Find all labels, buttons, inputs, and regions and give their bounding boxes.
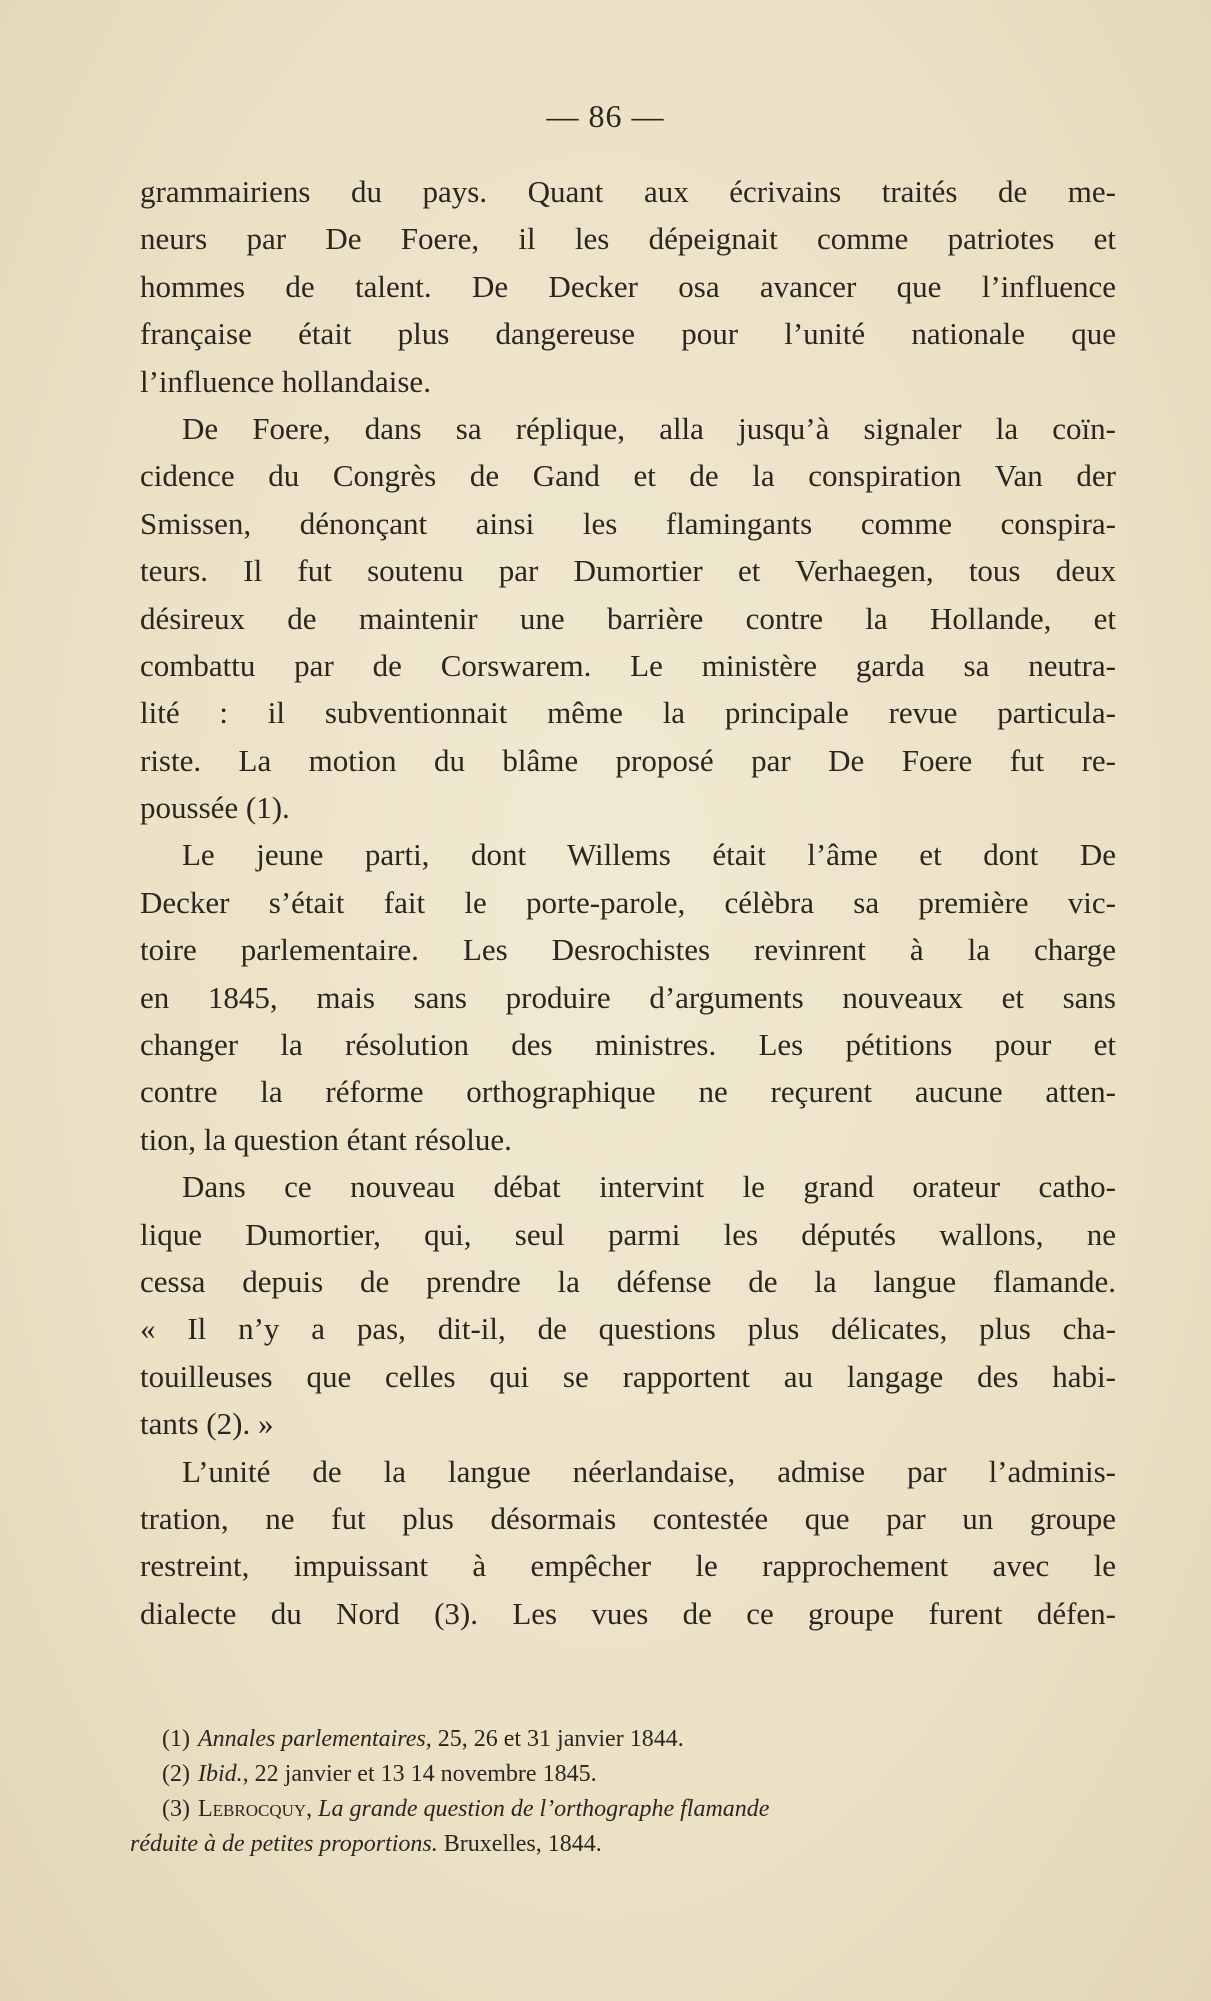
text-line: lité : il subventionnait même la principale revue particula- bbox=[140, 695, 1116, 731]
text-line: De Foere, dans sa réplique, alla jusqu’à signaler la coïn- bbox=[182, 410, 1116, 446]
footnote-2-number: (2) bbox=[162, 1761, 190, 1787]
footnote-3-number: (3) bbox=[162, 1796, 190, 1822]
footnote-3-title-part2: réduite à de petites proportions. bbox=[130, 1831, 438, 1857]
text-line: toire parlementaire. Les Desrochistes revinrent à la charge bbox=[140, 932, 1116, 968]
text-line: tion, la question étant résolue. bbox=[140, 1121, 512, 1157]
text-line: dialecte du Nord (3). Les vues de ce groupe furent défen- bbox=[140, 1595, 1116, 1631]
footnote-1-number: (1) bbox=[162, 1726, 190, 1752]
text-line: touilleuses que celles qui se rapportent au langage des habi- bbox=[140, 1358, 1116, 1394]
text-line: lique Dumortier, qui, seul parmi les députés wallons, ne bbox=[140, 1216, 1116, 1252]
text-line: Decker s’était fait le porte-parole, célèbra sa première vic- bbox=[140, 884, 1116, 920]
text-line: désireux de maintenir une barrière contre la Hollande, et bbox=[140, 600, 1116, 636]
footnote-2-title: Ibid., bbox=[197, 1761, 249, 1787]
page-number: — 86 — bbox=[546, 98, 665, 134]
text-line: Le jeune parti, dont Willems était l’âme et dont De bbox=[182, 837, 1116, 873]
text-line: tants (2). » bbox=[140, 1406, 274, 1442]
text-line: cessa depuis de prendre la défense de la langue flamande. bbox=[140, 1263, 1116, 1299]
footnote-2 bbox=[130, 1757, 1116, 1792]
text-line: « Il n’y a pas, dit-il, de questions plus délicates, plus cha- bbox=[140, 1311, 1116, 1347]
text-line: Dans ce nouveau débat intervint le grand orateur catho- bbox=[182, 1169, 1116, 1205]
footnotes bbox=[130, 1722, 1116, 1862]
text-line: hommes de talent. De Decker osa avancer que l’influence bbox=[140, 268, 1116, 304]
text-line: combattu par de Corswarem. Le ministère garda sa neutra- bbox=[140, 647, 1116, 683]
text-line: L’unité de la langue néerlandaise, admise par l’adminis- bbox=[182, 1453, 1116, 1489]
footnote-3-author: Lebrocquy, bbox=[197, 1796, 313, 1822]
text-line: grammairiens du pays. Quant aux écrivains traités de me- bbox=[140, 174, 1116, 209]
text-line: l’influence hollandaise. bbox=[140, 363, 431, 399]
text-line: poussée (1). bbox=[140, 790, 290, 826]
text-line: neurs par De Foere, il les dépeignait comme patriotes et bbox=[140, 221, 1116, 257]
footnote-3-details: Bruxelles, 1844. bbox=[437, 1831, 602, 1857]
footnote-1-title: Annales parlementaires, bbox=[197, 1726, 432, 1752]
text-line: cidence du Congrès de Gand et de la conspiration Van der bbox=[140, 458, 1116, 494]
footnote-3-title-part1: La grande question de l’orthographe flamande bbox=[318, 1796, 770, 1822]
text-line: riste. La motion du blâme proposé par De Foere fut re- bbox=[140, 742, 1116, 778]
body-text bbox=[140, 168, 1116, 1637]
footnote-1 bbox=[130, 1722, 1116, 1757]
footnote-3 bbox=[130, 1792, 1116, 1827]
text-line: en 1845, mais sans produire d’arguments nouveaux et sans bbox=[140, 979, 1116, 1015]
footnote-2-details: 22 janvier et 13 14 novembre 1845. bbox=[248, 1761, 597, 1787]
text-line: restreint, impuissant à empêcher le rapprochement avec le bbox=[140, 1548, 1116, 1584]
text-line: tration, ne fut plus désormais contestée que par un groupe bbox=[140, 1500, 1116, 1536]
text-line: française était plus dangereuse pour l’unité nationale que bbox=[140, 316, 1116, 352]
text-line: contre la réforme orthographique ne reçurent aucune atten- bbox=[140, 1074, 1116, 1110]
footnote-1-details: 25, 26 et 31 janvier 1844. bbox=[431, 1726, 684, 1752]
text-line: changer la résolution des ministres. Les pétitions pour et bbox=[140, 1027, 1116, 1063]
footnote-3-continued bbox=[130, 1827, 1116, 1862]
text-line: Smissen, dénonçant ainsi les flamingants comme conspira- bbox=[140, 505, 1116, 541]
text-line: teurs. Il fut soutenu par Dumortier et Verhaegen, tous deux bbox=[140, 553, 1116, 589]
